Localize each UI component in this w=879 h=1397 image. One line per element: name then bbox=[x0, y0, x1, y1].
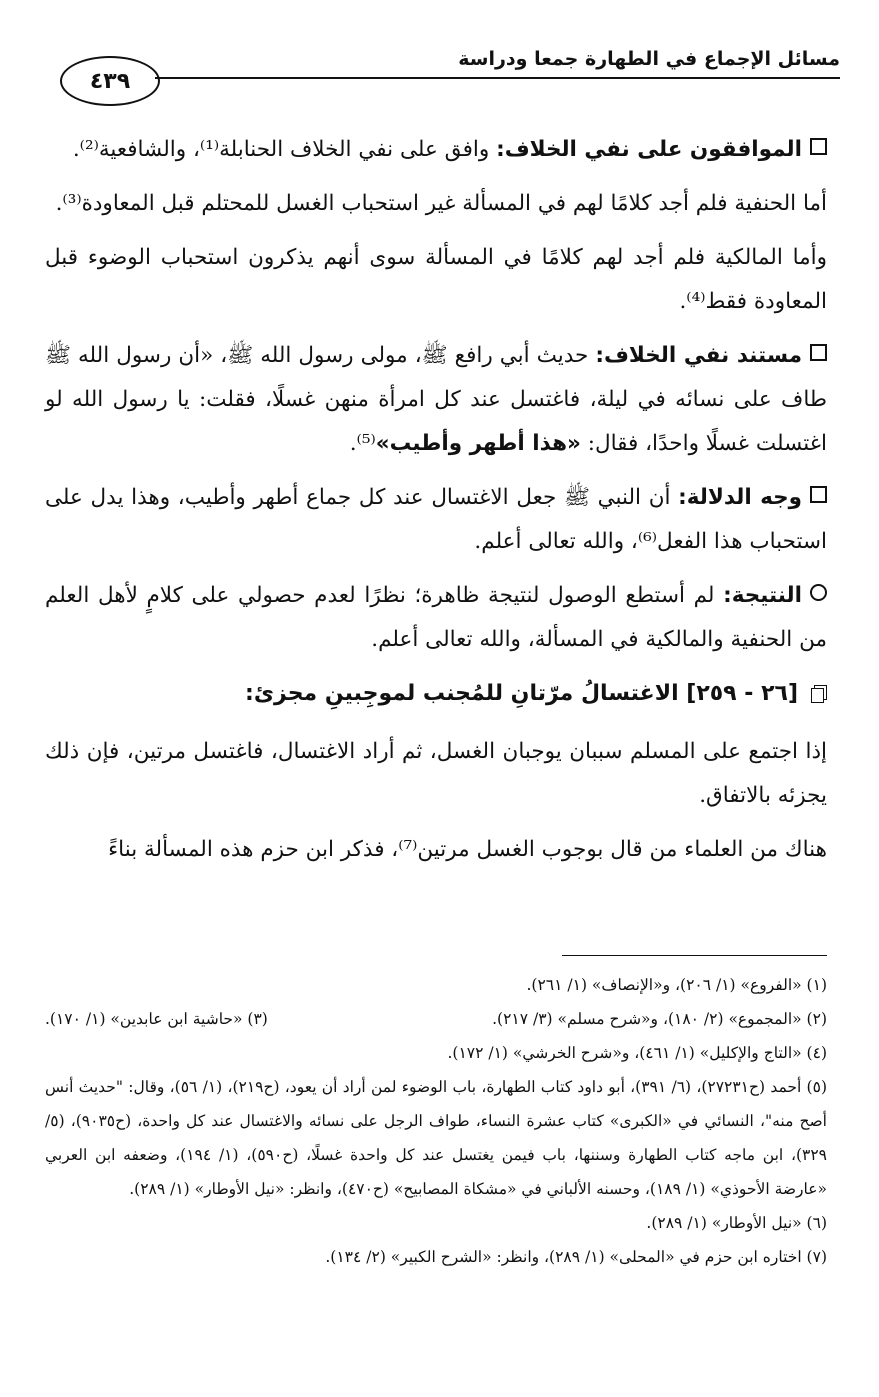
footnote-1: (١) «الفروع» (١/ ٢٠٦)، و«الإنصاف» (١/ ٢٦١). bbox=[526, 976, 827, 994]
paragraph-evidence bbox=[45, 334, 827, 466]
header-rule bbox=[155, 77, 840, 79]
circle-bullet-icon bbox=[810, 584, 827, 601]
paragraph-lead: مستند نفي الخلاف: bbox=[595, 343, 803, 368]
footnote-2: (٢) «المجموع» (٢/ ١٨٠)، و«شرح مسلم» (٣/ ٢١٧). bbox=[492, 1010, 827, 1028]
paragraph-agreement bbox=[45, 128, 827, 172]
paragraph-text: أما الحنفية فلم أجد كلامًا لهم في المسألة غير استحباب الغسل للمحتلم قبل المعاودة⁽³⁾. bbox=[55, 191, 827, 216]
paragraph-result bbox=[45, 574, 827, 662]
footnote-7: (٧) اختاره ابن حزم في «المحلى» (١/ ٢٨٩)، وانظر: «الشرح الكبير» (٢/ ١٣٤). bbox=[325, 1248, 827, 1266]
documents-icon bbox=[812, 685, 827, 702]
hadith-quote: «هذا أطهر وأطيب» bbox=[375, 431, 581, 456]
paragraph-indication bbox=[45, 476, 827, 564]
paragraph-intro bbox=[45, 730, 827, 818]
paragraph-text: أن النبي ﷺ جعل الاغتسال عند كل جماع أطهر وأطيب، وهذا يدل على استحباب هذا الفعل⁽⁶⁾، والله تعالى أعلم. bbox=[45, 485, 827, 554]
footnote-3: (٣) «حاشية ابن عابدين» (١/ ١٧٠). bbox=[45, 1010, 268, 1028]
square-bullet-icon bbox=[810, 486, 827, 503]
square-bullet-icon bbox=[810, 138, 827, 155]
footnote-4: (٤) «التاج والإكليل» (١/ ٤٦١)، و«شرح الخرشي» (١/ ١٧٢). bbox=[447, 1044, 827, 1062]
running-title: مسائل الإجماع في الطهارة جمعا ودراسة bbox=[458, 48, 840, 70]
paragraph-text: حديث أبي رافع ﷺ، مولى رسول الله ﷺ، «أن رسول الله ﷺ طاف على نسائه في ليلة، فاغتسل عند كل امرأة منهن غسلًا، فقلت: يا رسول الله لو اغتسلت غسلًا واحدًا، فقال: bbox=[45, 343, 827, 456]
paragraph-tail: ⁽⁵⁾. bbox=[349, 431, 376, 456]
footnote-6: (٦) «نيل الأوطار» (١/ ٢٨٩). bbox=[646, 1214, 827, 1232]
footnote-row bbox=[45, 1002, 827, 1036]
paragraph-lead: وجه الدلالة: bbox=[678, 485, 802, 510]
section-heading-text: [٢٦ - ٢٥٩] الاغتسالُ مرّتانِ للمُجنب لموجِبينِ مجزئ: bbox=[245, 681, 798, 706]
paragraph-lead: النتيجة: bbox=[723, 583, 802, 608]
paragraph-text: وأما المالكية فلم أجد لهم كلامًا في المسألة سوى أنهم يذكرون استحباب الوضوء قبل المعاودة فقط⁽⁴⁾. bbox=[45, 245, 827, 314]
footnote-5: (٥) أحمد (ح٢٧٢٣١)، (٦/ ٣٩١)، أبو داود كتاب الطهارة، باب الوضوء لمن أراد أن يعود، (ح٢١٩)، (١/ ٥٦)، وقال: "حديث أنس أصح منه"، النسائي في «الكبرى» كتاب عشرة النساء، طواف الرجل على نسائه والاغتسال عند كل واحدة، (ح٩٠٣٥)، (٥/ ٣٢٩)، ابن ماجه كتاب الطهارة وسننها، باب فيمن يغتسل عند كل واحدة غسلًا، (ح٥٩٠)، (١/ ١٩٤)، وضعفه ابن العربي «عارضة الأحوذي» (١/ ١٨٩)، وحسنه الألباني في «مشكاة المصابيح» (ح٤٧٠)، وانظر: «نيل الأوطار» (١/ ٢٨٩). bbox=[45, 1078, 827, 1198]
main-text bbox=[45, 128, 827, 882]
page-number: ٤٣٩ bbox=[60, 56, 160, 106]
paragraph-text: لم أستطع الوصول لنتيجة ظاهرة؛ نظرًا لعدم حصولي على كلامٍ لأهل العلم من الحنفية والمالكية في المسألة، والله تعالى أعلم. bbox=[45, 583, 827, 652]
paragraph-scholars bbox=[45, 828, 827, 872]
section-heading bbox=[45, 672, 827, 716]
paragraph-text: وافق على نفي الخلاف الحنابلة⁽¹⁾، والشافعية⁽²⁾. bbox=[72, 137, 497, 162]
footnote-separator bbox=[562, 955, 827, 956]
square-bullet-icon bbox=[810, 344, 827, 361]
paragraph-text: هناك من العلماء من قال بوجوب الغسل مرتين⁽⁷⁾، فذكر ابن حزم هذه المسألة بناءً bbox=[108, 837, 827, 862]
page-header bbox=[60, 40, 840, 110]
footnotes bbox=[45, 968, 827, 1274]
paragraph-lead: الموافقون على نفي الخلاف: bbox=[496, 137, 802, 162]
paragraph-maliki bbox=[45, 236, 827, 324]
paragraph-text: إذا اجتمع على المسلم سببان يوجبان الغسل، ثم أراد الاغتسال، فاغتسل مرتين، فإن ذلك يجزئه بالاتفاق. bbox=[45, 739, 827, 808]
paragraph-hanafi bbox=[45, 182, 827, 226]
